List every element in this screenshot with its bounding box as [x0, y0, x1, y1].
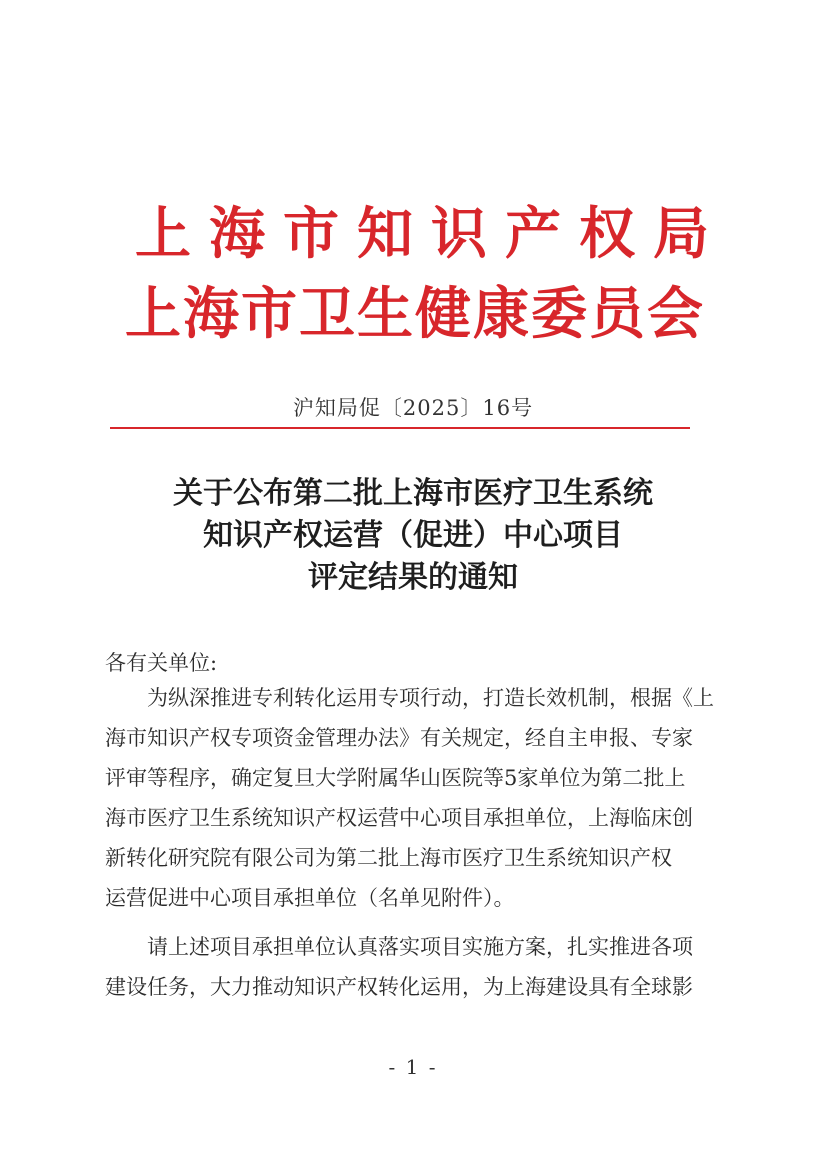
body-paragraph	[105, 678, 717, 918]
salutation: 各有关单位:	[105, 651, 218, 675]
paragraph-line: 新转化研究院有限公司为第二批上海市医疗卫生系统知识产权	[105, 846, 672, 870]
title-line: 关于公布第二批上海市医疗卫生系统	[173, 476, 653, 511]
page-number: - 1 -	[388, 1055, 438, 1079]
title-line: 评定结果的通知	[308, 560, 518, 595]
document-number: 沪知局促〔2025〕16号	[292, 396, 534, 420]
paragraph-line: 运营促进中心项目承担单位（名单见附件）。	[105, 886, 515, 910]
paragraph-line: 为纵深推进专利转化运用专项行动，打造长效机制，根据《上	[105, 686, 714, 710]
paragraph-line: 建设任务，大力推动知识产权转化运用，为上海建设具有全球影	[105, 975, 693, 999]
paragraph-line: 请上述项目承担单位认真落实项目实施方案，扎实推进各项	[105, 935, 693, 959]
issuer-name-ipa: 上海市知识产权局	[135, 201, 727, 267]
red-divider-line	[110, 427, 690, 429]
paragraph-line: 海市医疗卫生系统知识产权运营中心项目承担单位，上海临床创	[105, 806, 693, 830]
paragraph-line: 海市知识产权专项资金管理办法》有关规定，经自主申报、专家	[105, 726, 693, 750]
title-line: 知识产权运营（促进）中心项目	[203, 518, 623, 553]
issuer-name-health-commission: 上海市卫生健康委员会	[125, 281, 705, 347]
paragraph-line: 评审等程序，确定复旦大学附属华山医院等5家单位为第二批上	[105, 766, 686, 790]
document-title	[0, 473, 826, 599]
body-paragraph	[105, 927, 717, 1007]
